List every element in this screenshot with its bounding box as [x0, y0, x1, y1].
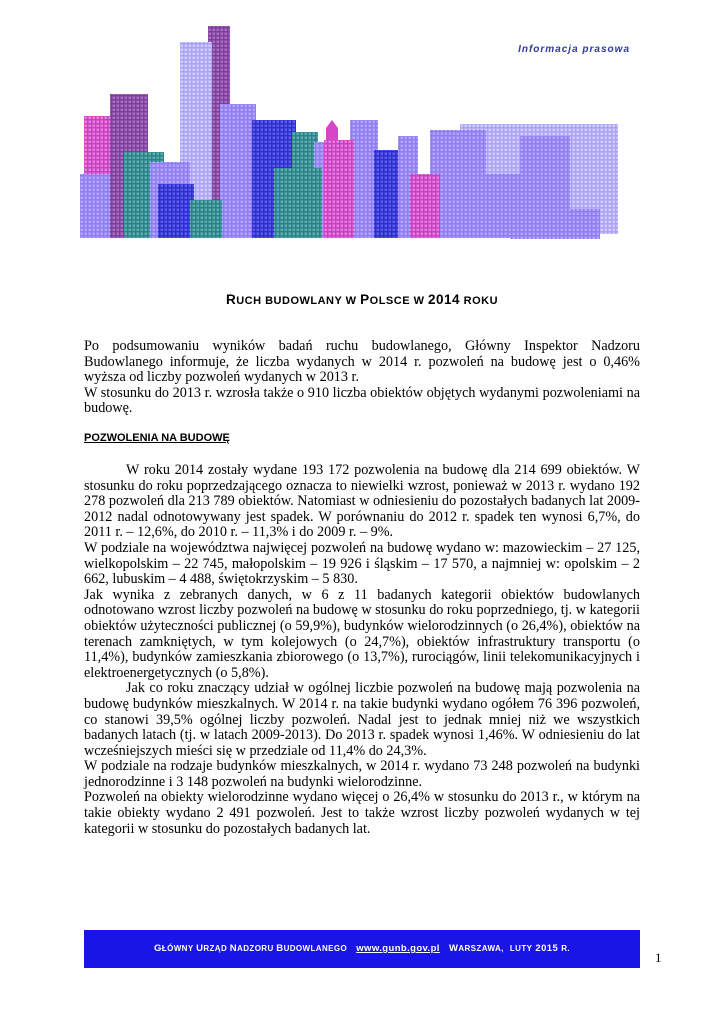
- document-title: RUCH BUDOWLANY W POLSCE W 2014 ROKU: [225, 292, 499, 307]
- building: [274, 168, 322, 238]
- paragraph: W podziale na rodzaje budynków mieszkalnych, w 2014 r. wydano 73 248 pozwoleń na budynki jednorodzinne i 3 148 pozwoleń na budynki wielorodzinne.: [84, 758, 640, 790]
- skyline-illustration: [80, 24, 620, 244]
- paragraph: W roku 2014 zostały wydane 193 172 pozwolenia na budowę dla 214 699 obiektów. W stosunku do roku poprzedzającego oznacza to niewielki wzrost, ponieważ w 2013 r. wydano 192 278 pozwoleń dla 213 789 obiektów. Natomiast w odniesieniu do pozostałych badanych lat 2009-2012 nadal odnotowywany jest spadek. W porównaniu do 2012 r. spadek ten wynosi 6,7%, do 2011 r. – 12,6%, do 2010 r. – 11,3% i do 2009 r. – 9%.: [84, 462, 640, 541]
- section-heading: POZWOLENIA NA BUDOWĘ: [84, 432, 230, 444]
- footer-link[interactable]: www.gunb.gov.pl: [356, 943, 440, 954]
- paragraph: W podziale na województwa najwięcej pozwoleń na budowę wydano w: mazowieckim – 27 125, wielkopolskim – 22 745, małopolskim – 19 926 i śląskim – 17 570, a najmniej w: opolskim – 2 662, lubuskim – 4 488, świętokrzyskim – 5 830.: [84, 539, 640, 588]
- intro-text: [84, 339, 640, 417]
- header-label: Informacja prasowa: [518, 44, 630, 55]
- paragraph: Jak wynika z zebranych danych, w 6 z 11 badanych kategorii obiektów budowlanych odnotowano wzrost liczby pozwoleń na budowę w stosunku do roku poprzedniego, tj. w kategorii obiektów użyteczności publicznej (o 59,9%), budynków wielorodzinnych (o 26,4%), obiektów na terenach zamkniętych, w tym kolejowych (o 24,7%), obiektów infrastruktury transportu (o 11,4%), budynków zamieszkania zbiorowego (o 13,7%), rurociągów, linii telekomunikacyjnych i elektroenergetycznych (o 5,8%).: [84, 586, 640, 681]
- building: [80, 174, 110, 238]
- building: [220, 104, 256, 238]
- building: [324, 140, 354, 238]
- building: [190, 200, 222, 238]
- paragraph: Pozwoleń na obiekty wielorodzinne wydano więcej o 26,4% w stosunku do 2013 r., w którym na takie obiekty wydano 2 491 pozwoleń. Jest to także wzrost liczby pozwoleń wydanych w tej kategorii w stosunku do pozostałych badanych lat.: [84, 789, 640, 837]
- building: [350, 120, 378, 238]
- section-body: [84, 463, 640, 837]
- building: [410, 174, 440, 238]
- footer-text: GŁÓWNY URZĄD NADZORU BUDOWLANEGO www.gunb.gov.pl WARSZAWA, LUTY 2015 R.: [154, 943, 570, 954]
- intro-paragraph: Po podsumowaniu wyników badań ruchu budowlanego, Główny Inspektor Nadzoru Budowlanego informuje, że liczba wydanych w 2014 r. pozwoleń na budowę jest o 0,46% wyższa od liczby pozwoleń wydanych w 2013 r.: [84, 338, 640, 386]
- paragraph: Jak co roku znaczący udział w ogólnej liczbie pozwoleń na budowę mają pozwolenia na budowę budynków mieszkalnych. W 2014 r. na takie budynki wydano ogółem 76 396 pozwoleń, co stanowi 39,5% ogólnej liczby pozwoleń. Nadal jest to jednak mniej niż we wszystkich badanych latach (tj. w latach 2009-2013). Do 2013 r. spadek wynosi 1,46%. W odniesieniu do lat wcześniejszych mieści się w przedziale od 11,4% do 24,3%.: [84, 680, 640, 759]
- building: [326, 120, 338, 140]
- intro-paragraph: W stosunku do 2013 r. wzrosła także o 910 liczba obiektów objętych wydanymi pozwoleniami na budowę.: [84, 384, 640, 417]
- building: [158, 184, 194, 238]
- building: [510, 209, 600, 239]
- page-number: 1: [655, 950, 662, 965]
